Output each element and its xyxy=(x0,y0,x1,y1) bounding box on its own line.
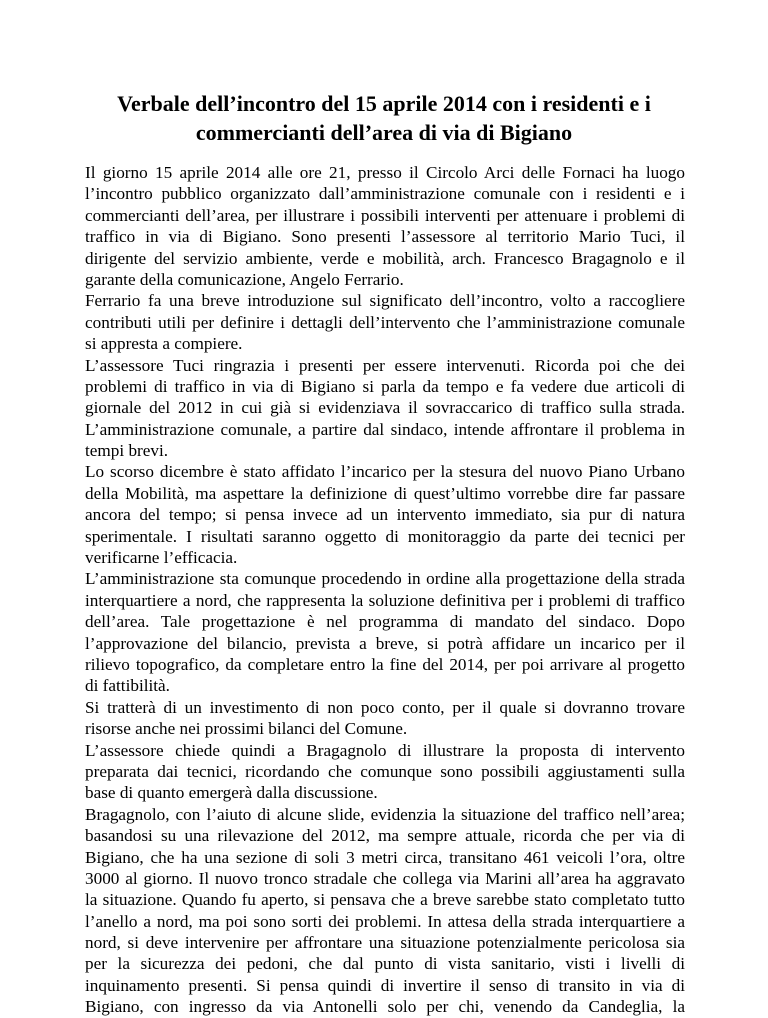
body-line: Bigiano, che ha una sezione di soli 3 metri circa, transitano 461 veicoli l’ora, oltre xyxy=(85,847,685,867)
body-line: la situazione. Quando fu aperto, si pensava che a breve sarebbe stato completato tutto xyxy=(85,890,685,910)
body-line: nord, si deve intervenire per affrontare una situazione potenzialmente pericolosa sia xyxy=(85,933,685,953)
body-line: interquartiere a nord, che rappresenta la soluzione definitiva per i problemi di traffico xyxy=(85,590,685,610)
body-line: Bigiano, con ingresso da via Antonelli solo per chi, venendo da Candeglia, la xyxy=(85,997,685,1017)
body-line: inquinamento presenti. Si pensa quindi di invertire il senso di transito in via di xyxy=(85,975,685,995)
body-line: Bragagnolo, con l’aiuto di alcune slide, evidenzia la situazione del traffico nell’area; xyxy=(85,804,685,824)
body-line: dirigente del servizio ambiente, verde e mobilità, arch. Francesco Bragagnolo e il xyxy=(85,248,685,268)
body-line: L’assessore chiede quindi a Bragagnolo di illustrare la proposta di intervento xyxy=(85,740,685,760)
body-line: problemi di traffico in via di Bigiano si parla da tempo e fa vedere due articoli di xyxy=(85,376,685,396)
body-line: l’approvazione del bilancio, prevista a breve, si potrà affidare un incarico per il xyxy=(85,633,685,653)
body-line: preparata dai tecnici, ricordando che comunque sono possibili aggiustamenti sulla xyxy=(85,761,685,781)
body-line: garante della comunicazione, Angelo Ferrario. xyxy=(85,269,404,289)
body-line: 3000 al giorno. Il nuovo tronco stradale che collega via Marini all’area ha aggravato xyxy=(85,868,685,888)
body-line: sperimentale. I risultati saranno oggetto di monitoraggio da parte dei tecnici per xyxy=(85,526,685,546)
body-line: risorse anche nei prossimi bilanci del Comune. xyxy=(85,719,408,739)
body-line: verificarne l’efficacia. xyxy=(85,548,238,568)
body-line: della Mobilità, ma aspettare la definizione di quest’ultimo vorrebbe dire far passare xyxy=(85,483,685,503)
body-line: Si tratterà di un investimento di non poco conto, per il quale si dovranno trovare xyxy=(85,697,685,717)
body-line: contributi utili per definire i dettagli dell’intervento che l’amministrazione comunale xyxy=(85,312,685,332)
body-line: traffico in via di Bigiano. Sono presenti l’assessore al territorio Mario Tuci, il xyxy=(85,227,685,247)
document-title xyxy=(60,89,708,147)
body-line: commercianti dell’area, per illustrare i possibili interventi per attenuare i problemi di xyxy=(85,205,685,225)
body-line: di fattibilità. xyxy=(85,676,170,696)
body-line: per la sicurezza dei pedoni, che dal punto di vista sanitario, visti i livelli di xyxy=(85,954,685,974)
body-line: Ferrario fa una breve introduzione sul significato dell’incontro, volto a raccogliere xyxy=(85,291,685,311)
document-body xyxy=(85,162,685,1018)
title-line: commercianti dell’area di via di Bigiano xyxy=(195,120,573,145)
body-line: L’assessore Tuci ringrazia i presenti per essere intervenuti. Ricorda poi che dei xyxy=(85,355,685,375)
body-line: ancora del tempo; si pensa invece ad un intervento immediato, sia pur di natura xyxy=(85,505,685,525)
body-line: giornale del 2012 in cui già si evidenziava il sovraccarico di traffico sulla strada. xyxy=(85,398,685,418)
body-line: base di quanto emergerà dalla discussione. xyxy=(85,783,378,803)
body-line: Lo scorso dicembre è stato affidato l’incarico per la stesura del nuovo Piano Urbano xyxy=(85,462,685,482)
body-line: Il giorno 15 aprile 2014 alle ore 21, presso il Circolo Arci delle Fornaci ha luogo xyxy=(85,163,685,182)
body-line: l’incontro pubblico organizzato dall’amministrazione comunale con i residenti e i xyxy=(85,184,685,204)
body-line: rilievo topografico, da completare entro la fine del 2014, per poi arrivare al progetto xyxy=(85,654,685,674)
title-line: Verbale dell’incontro del 15 aprile 2014 con i residenti e i xyxy=(117,91,651,116)
body-line: L’amministrazione sta comunque procedendo in ordine alla progettazione della strada xyxy=(85,569,685,589)
body-line: si appresta a compiere. xyxy=(85,334,243,354)
body-line: L’amministrazione comunale, a partire dal sindaco, intende affrontare il problema in xyxy=(85,419,685,439)
body-line: dell’area. Tale progettazione è nel programma di mandato del sindaco. Dopo xyxy=(85,612,685,632)
body-line: basandosi su una rilevazione del 2012, ma sempre attuale, ricorda che per via di xyxy=(85,826,685,846)
body-line: tempi brevi. xyxy=(85,441,169,461)
body-line: l’anello a nord, ma poi sono sorti dei problemi. In attesa della strada interquartiere a xyxy=(85,911,685,931)
